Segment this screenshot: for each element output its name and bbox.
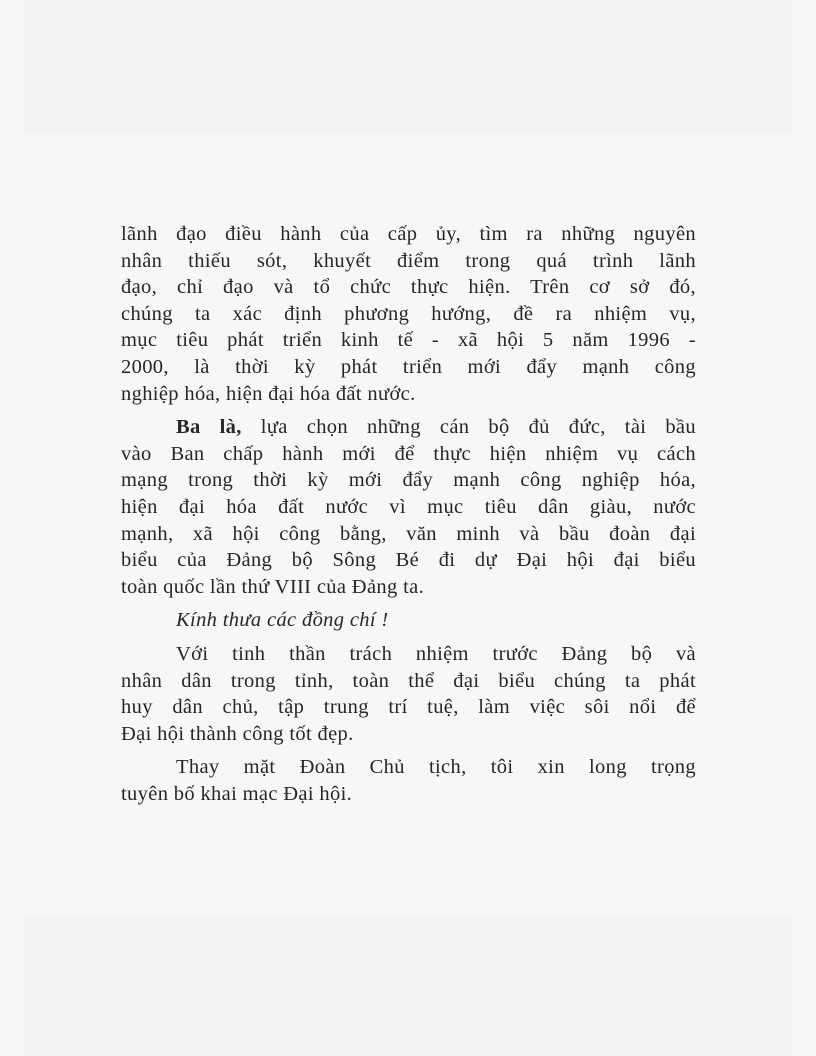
paragraph-gap <box>121 747 696 754</box>
paragraph-2 <box>121 414 696 600</box>
text-line: tuyên bố khai mạc Đại hội. <box>121 782 353 805</box>
paragraph-gap <box>121 634 696 641</box>
text-line: mục tiêu phát triển kinh tế - xã hội 5 năm 1996 - <box>121 329 696 352</box>
paragraph-gap <box>121 407 696 414</box>
text-line: vào Ban chấp hành mới để thực hiện nhiệm vụ cách <box>121 442 696 465</box>
text-line: nhân dân trong tỉnh, toàn thể đại biểu chúng ta phát <box>121 669 696 692</box>
text-line: chúng ta xác định phương hướng, đề ra nhiệm vụ, <box>121 302 696 325</box>
text-line: toàn quốc lần thứ VIII của Đảng ta. <box>121 575 425 598</box>
text-line: lãnh đạo điều hành của cấp ủy, tìm ra những nguyên <box>121 223 696 245</box>
salutation <box>121 607 696 634</box>
text-line: huy dân chủ, tập trung trí tuệ, làm việc sôi nổi để <box>121 696 696 719</box>
text-line: nghiệp hóa, hiện đại hóa đất nước. <box>121 382 416 405</box>
text-line: đạo, chỉ đạo và tổ chức thực hiện. Trên cơ sở đó, <box>121 276 696 299</box>
text-line: biểu của Đảng bộ Sông Bé đi dự Đại hội đại biểu <box>121 549 696 572</box>
paragraph-1 <box>121 221 696 407</box>
text-line: Đại hội thành công tốt đẹp. <box>121 722 354 745</box>
scan-shade-top <box>24 0 792 135</box>
text-line: hiện đại hóa đất nước vì mục tiêu dân giàu, nước <box>121 495 696 518</box>
text-line: Thay mặt Đoàn Chủ tịch, tôi xin long trọng <box>176 756 696 779</box>
paragraph-4 <box>121 754 696 807</box>
paragraph-lead-bold: Ba là, <box>176 416 242 439</box>
text-line-rest: lựa chọn những cán bộ đủ đức, tài bầu <box>241 416 696 439</box>
text-line: 2000, là thời kỳ phát triển mới đẩy mạnh công <box>121 355 696 378</box>
text-line: Với tinh thần trách nhiệm trước Đảng bộ và <box>176 642 696 665</box>
text-line-lead <box>121 414 696 441</box>
scan-shade-bottom <box>24 915 792 1056</box>
text-line: mạng trong thời kỳ mới đẩy mạnh công nghiệp hóa, <box>121 469 696 492</box>
text-line: nhân thiếu sót, khuyết điểm trong quá trình lãnh <box>121 249 696 272</box>
document-body <box>121 221 696 807</box>
paragraph-3 <box>121 641 696 747</box>
paragraph-gap <box>121 600 696 607</box>
salutation-text: Kính thưa các đồng chí ! <box>176 609 389 632</box>
text-line: mạnh, xã hội công bằng, văn minh và bầu đoàn đại <box>121 522 696 545</box>
